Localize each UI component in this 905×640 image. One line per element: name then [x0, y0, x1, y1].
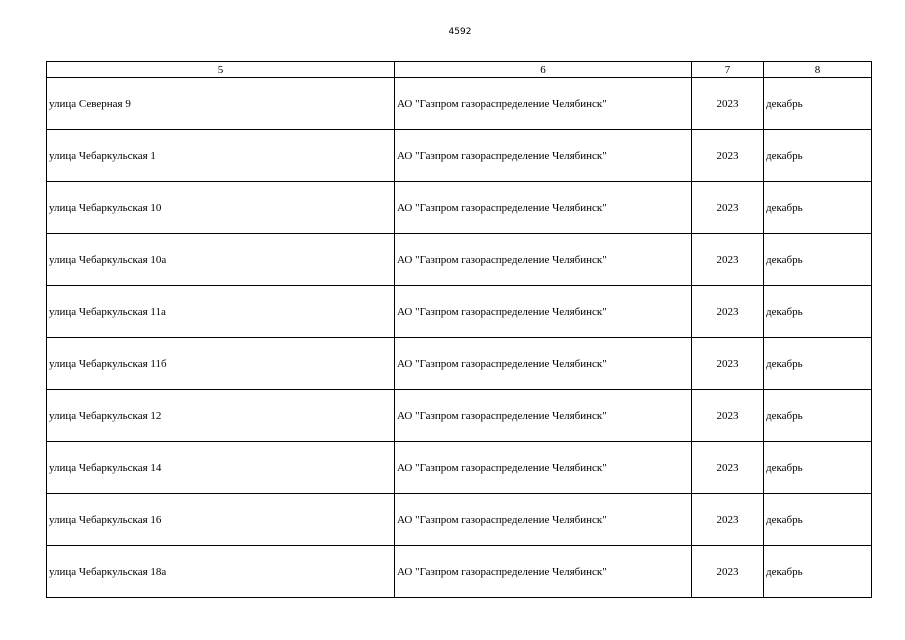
column-header-8: 8 — [764, 62, 872, 78]
column-header-5: 5 — [47, 62, 395, 78]
table-row — [47, 182, 872, 234]
street-cell: улица Чебаркульская 10а — [47, 234, 395, 286]
year-cell: 2023 — [692, 286, 764, 338]
year-cell: 2023 — [692, 546, 764, 598]
table-row — [47, 338, 872, 390]
year-cell: 2023 — [692, 338, 764, 390]
table-row — [47, 130, 872, 182]
organization-cell: АО "Газпром газораспределение Челябинск" — [395, 130, 692, 182]
street-cell: улица Чебаркульская 14 — [47, 442, 395, 494]
month-cell: декабрь — [764, 442, 872, 494]
street-cell: улица Чебаркульская 11б — [47, 338, 395, 390]
organization-cell: АО "Газпром газораспределение Челябинск" — [395, 234, 692, 286]
year-cell: 2023 — [692, 494, 764, 546]
organization-cell: АО "Газпром газораспределение Челябинск" — [395, 78, 692, 130]
street-cell: улица Северная 9 — [47, 78, 395, 130]
organization-cell: АО "Газпром газораспределение Челябинск" — [395, 494, 692, 546]
table-row — [47, 546, 872, 598]
year-cell: 2023 — [692, 182, 764, 234]
month-cell: декабрь — [764, 286, 872, 338]
header-row — [47, 62, 872, 78]
column-header-7: 7 — [692, 62, 764, 78]
year-cell: 2023 — [692, 78, 764, 130]
street-cell: улица Чебаркульская 12 — [47, 390, 395, 442]
year-cell: 2023 — [692, 442, 764, 494]
month-cell: декабрь — [764, 130, 872, 182]
organization-cell: АО "Газпром газораспределение Челябинск" — [395, 286, 692, 338]
street-cell: улица Чебаркульская 11а — [47, 286, 395, 338]
month-cell: декабрь — [764, 182, 872, 234]
table-body — [47, 78, 872, 598]
street-cell: улица Чебаркульская 18а — [47, 546, 395, 598]
month-cell: декабрь — [764, 494, 872, 546]
table-row — [47, 286, 872, 338]
organization-cell: АО "Газпром газораспределение Челябинск" — [395, 546, 692, 598]
street-cell: улица Чебаркульская 1 — [47, 130, 395, 182]
table-row — [47, 390, 872, 442]
organization-cell: АО "Газпром газораспределение Челябинск" — [395, 338, 692, 390]
month-cell: декабрь — [764, 78, 872, 130]
month-cell: декабрь — [764, 234, 872, 286]
organization-cell: АО "Газпром газораспределение Челябинск" — [395, 390, 692, 442]
month-cell: декабрь — [764, 546, 872, 598]
street-cell: улица Чебаркульская 16 — [47, 494, 395, 546]
year-cell: 2023 — [692, 234, 764, 286]
table-row — [47, 442, 872, 494]
organization-cell: АО "Газпром газораспределение Челябинск" — [395, 442, 692, 494]
organization-cell: АО "Газпром газораспределение Челябинск" — [395, 182, 692, 234]
year-cell: 2023 — [692, 130, 764, 182]
column-header-6: 6 — [395, 62, 692, 78]
table-header — [47, 62, 872, 78]
page-number: 4592 — [448, 27, 472, 37]
data-table — [46, 61, 872, 598]
table-row — [47, 494, 872, 546]
table-row — [47, 234, 872, 286]
year-cell: 2023 — [692, 390, 764, 442]
month-cell: декабрь — [764, 390, 872, 442]
street-cell: улица Чебаркульская 10 — [47, 182, 395, 234]
month-cell: декабрь — [764, 338, 872, 390]
table-row — [47, 78, 872, 130]
